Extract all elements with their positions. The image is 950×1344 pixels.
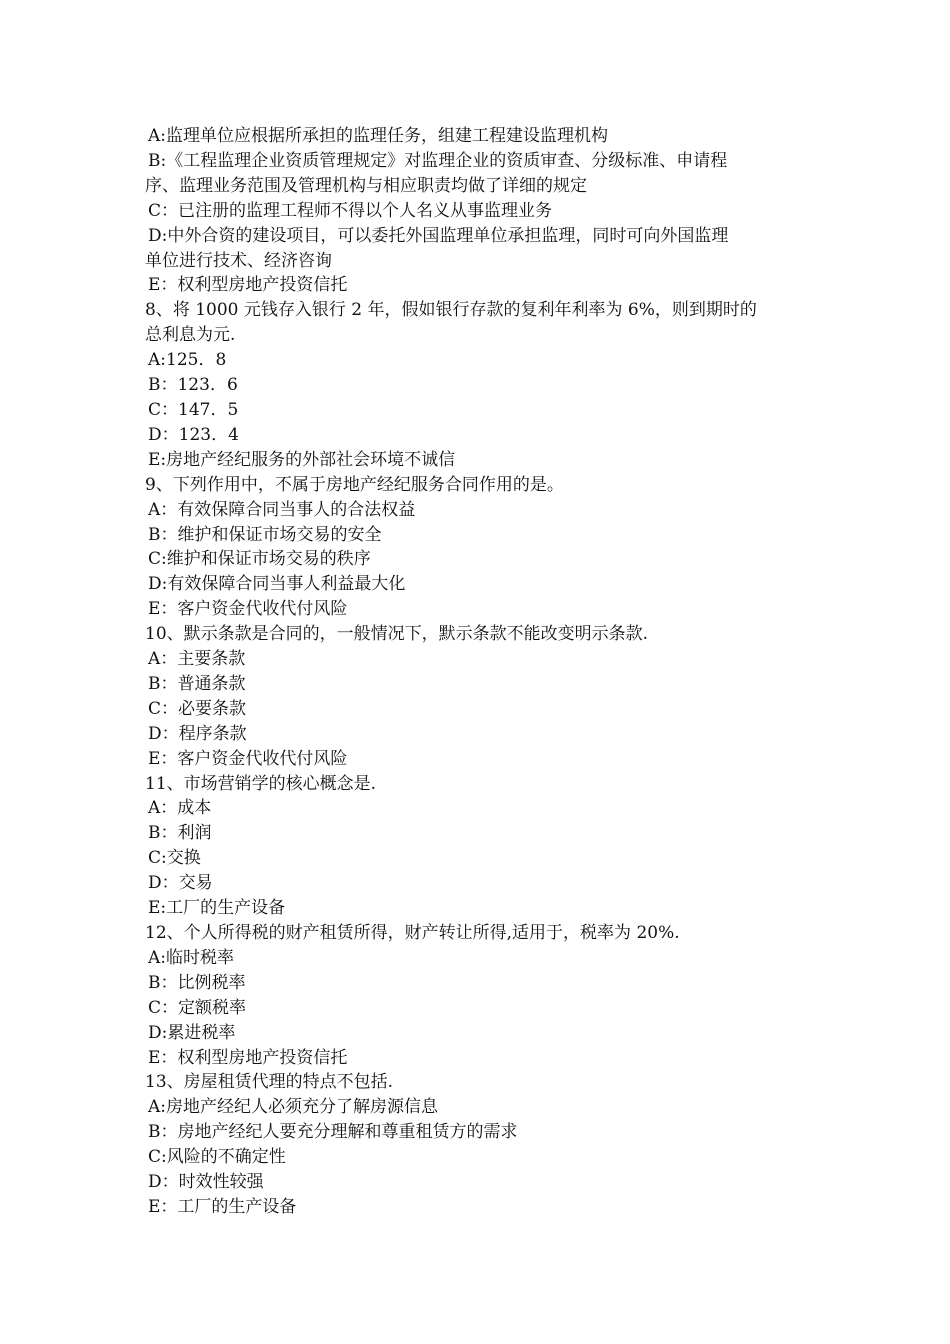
option-line: D：交易 bbox=[148, 873, 213, 894]
option-line: C:交换 bbox=[148, 848, 201, 869]
option-line: A:房地产经纪人必须充分了解房源信息 bbox=[148, 1097, 439, 1118]
option-line: C：必要条款 bbox=[148, 698, 247, 719]
continuation-line: 序、监理业务范围及管理机构与相应职责均做了详细的规定 bbox=[145, 175, 587, 196]
option-line: E:工厂的生产设备 bbox=[148, 898, 286, 919]
option-line: A：成本 bbox=[148, 798, 212, 819]
question-line: 11、市场营销学的核心概念是. bbox=[145, 773, 377, 794]
question-line: 12、个人所得税的财产租赁所得，财产转让所得,适用于，税率为 20%. bbox=[145, 923, 680, 943]
option-line: C:维护和保证市场交易的秩序 bbox=[148, 549, 371, 570]
option-line: C：147．5 bbox=[148, 399, 239, 420]
question-line: 8、将 1000 元钱存入银行 2 年，假如银行存款的复利年利率为 6%，则到期时的 bbox=[145, 300, 757, 321]
option-line: E:房地产经纪服务的外部社会环境不诚信 bbox=[148, 449, 456, 470]
option-line: D：123．4 bbox=[148, 424, 239, 445]
option-line: D：程序条款 bbox=[148, 723, 247, 744]
option-line: A:监理单位应根据所承担的监理任务，组建工程建设监理机构 bbox=[148, 126, 609, 146]
option-line: B：比例税率 bbox=[148, 972, 246, 993]
option-line: B：房地产经纪人要充分理解和尊重租赁方的需求 bbox=[148, 1122, 518, 1143]
document-body bbox=[145, 124, 813, 1220]
option-line: E：工厂的生产设备 bbox=[148, 1196, 297, 1217]
option-line: C:风险的不确定性 bbox=[148, 1147, 286, 1168]
option-line: A:125．8 bbox=[148, 350, 227, 371]
question-line: 10、默示条款是合同的，一般情况下，默示条款不能改变明示条款. bbox=[145, 624, 649, 645]
option-line: E：权利型房地产投资信托 bbox=[148, 275, 348, 296]
continuation-line: 单位进行技术、经济咨询 bbox=[145, 250, 332, 271]
question-line: 13、房屋租赁代理的特点不包括. bbox=[145, 1072, 394, 1093]
option-line: A：有效保障合同当事人的合法权益 bbox=[148, 499, 416, 520]
option-line: B：利润 bbox=[148, 823, 212, 844]
continuation-line: 总利息为元. bbox=[145, 325, 236, 346]
question-line: 9、下列作用中，不属于房地产经纪服务合同作用的是。 bbox=[145, 474, 564, 495]
option-line: C：已注册的监理工程师不得以个人名义从事监理业务 bbox=[148, 200, 553, 221]
option-line: D:累进税率 bbox=[148, 1022, 236, 1043]
option-line: E：权利型房地产投资信托 bbox=[148, 1047, 348, 1068]
option-line: E：客户资金代收代付风险 bbox=[148, 599, 348, 620]
option-line: D:中外合资的建设项目，可以委托外国监理单位承担监理，同时可向外国监理 bbox=[148, 225, 729, 246]
option-line: D:有效保障合同当事人利益最大化 bbox=[148, 574, 406, 595]
option-line: A：主要条款 bbox=[148, 649, 246, 670]
option-line: C：定额税率 bbox=[148, 997, 247, 1018]
option-line: B：普通条款 bbox=[148, 673, 246, 694]
option-line: B：123．6 bbox=[148, 375, 238, 396]
option-line: B：维护和保证市场交易的安全 bbox=[148, 524, 382, 545]
option-line: B:《工程监理企业资质管理规定》对监理企业的资质审查、分级标准、申请程 bbox=[148, 150, 728, 171]
option-line: D：时效性较强 bbox=[148, 1172, 264, 1193]
option-line: E：客户资金代收代付风险 bbox=[148, 748, 348, 769]
option-line: A:临时税率 bbox=[148, 947, 235, 968]
